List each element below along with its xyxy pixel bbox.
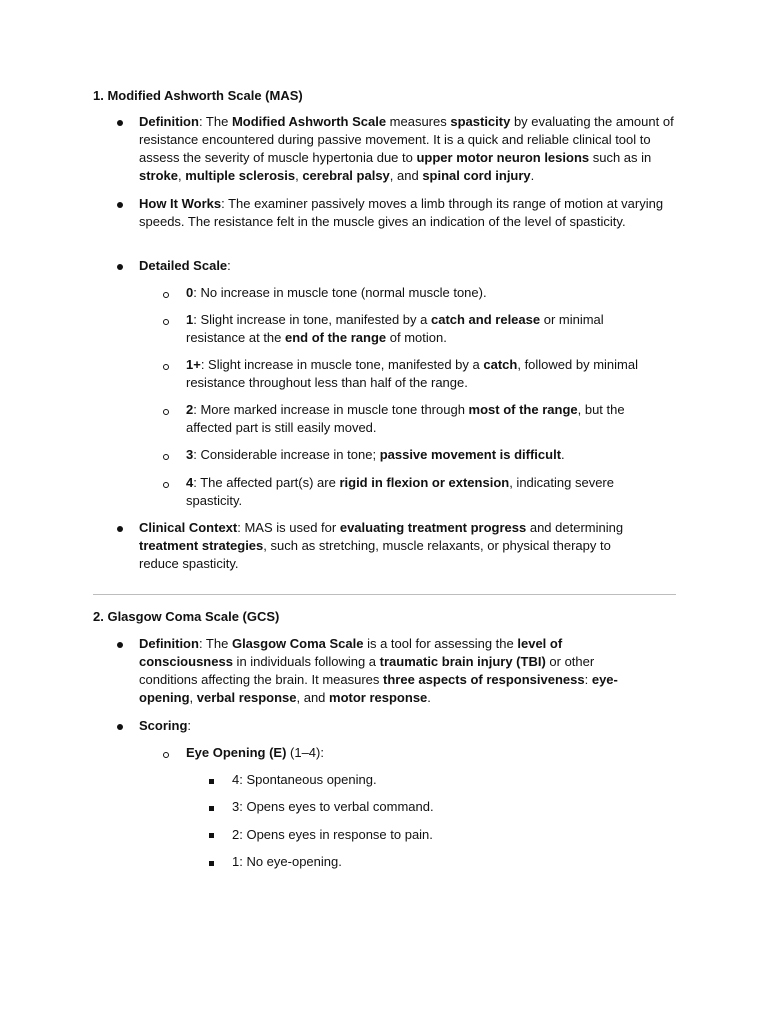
scale-item-4: 4: The affected part(s) are rigid in flexion or extension, indicating severe spasticity. — [186, 475, 614, 508]
gcs-eye-opening: Eye Opening (E) (1–4): — [186, 745, 324, 760]
gcs-scoring-label: Scoring: — [139, 718, 192, 733]
mas-how-it-works: How It Works: The examiner passively moves a limb through its range of motion at varying speeds. The resistance felt in the muscle gives an indication of the level of spasticity. — [139, 196, 664, 229]
scale-item-3: 3: Considerable increase in tone; passive movement is difficult. — [186, 447, 565, 462]
scale-item-0: 0: No increase in muscle tone (normal muscle tone). — [186, 285, 487, 300]
eye-item: 2: Opens eyes in response to pain. — [232, 827, 433, 842]
mas-definition: Definition: The Modified Ashworth Scale measures spasticity by evaluating the amount of resistance encountered during passive movement. It is a quick and reliable clinical tool to assess the severity of muscle hypertonia due to upper motor neuron lesions such as in stroke, multiple sclerosis, cerebral palsy, and spinal cord injury. — [139, 114, 674, 183]
scale-item-1-plus: 1+: Slight increase in muscle tone, manifested by a catch, followed by minimal resistance throughout less than half of the range. — [186, 357, 638, 390]
eye-item: 4: Spontaneous opening. — [232, 772, 377, 787]
section-divider — [93, 594, 676, 595]
gcs-definition: Definition: The Glasgow Coma Scale is a tool for assessing the level of consciousness in individuals following a traumatic brain injury (TBI) or other conditions affecting the brain. It measures three aspects of responsiveness: eye-opening, verbal response, and motor response. — [139, 636, 618, 705]
eye-item: 1: No eye-opening. — [232, 854, 342, 869]
scale-item-1: 1: Slight increase in tone, manifested by a catch and release or minimal resistance at the end of the range of motion. — [186, 312, 604, 345]
eye-item: 3: Opens eyes to verbal command. — [232, 799, 434, 814]
scale-item-2: 2: More marked increase in muscle tone through most of the range, but the affected part is still easily moved. — [186, 402, 625, 435]
mas-detailed-scale-label: Detailed Scale: — [139, 258, 231, 273]
mas-heading: 1. Modified Ashworth Scale (MAS) — [93, 88, 303, 103]
gcs-heading: 2. Glasgow Coma Scale (GCS) — [93, 609, 280, 624]
mas-clinical-context: Clinical Context: MAS is used for evaluating treatment progress and determining treatment strategies, such as stretching, muscle relaxants, or physical therapy to reduce spasticity. — [139, 520, 624, 571]
